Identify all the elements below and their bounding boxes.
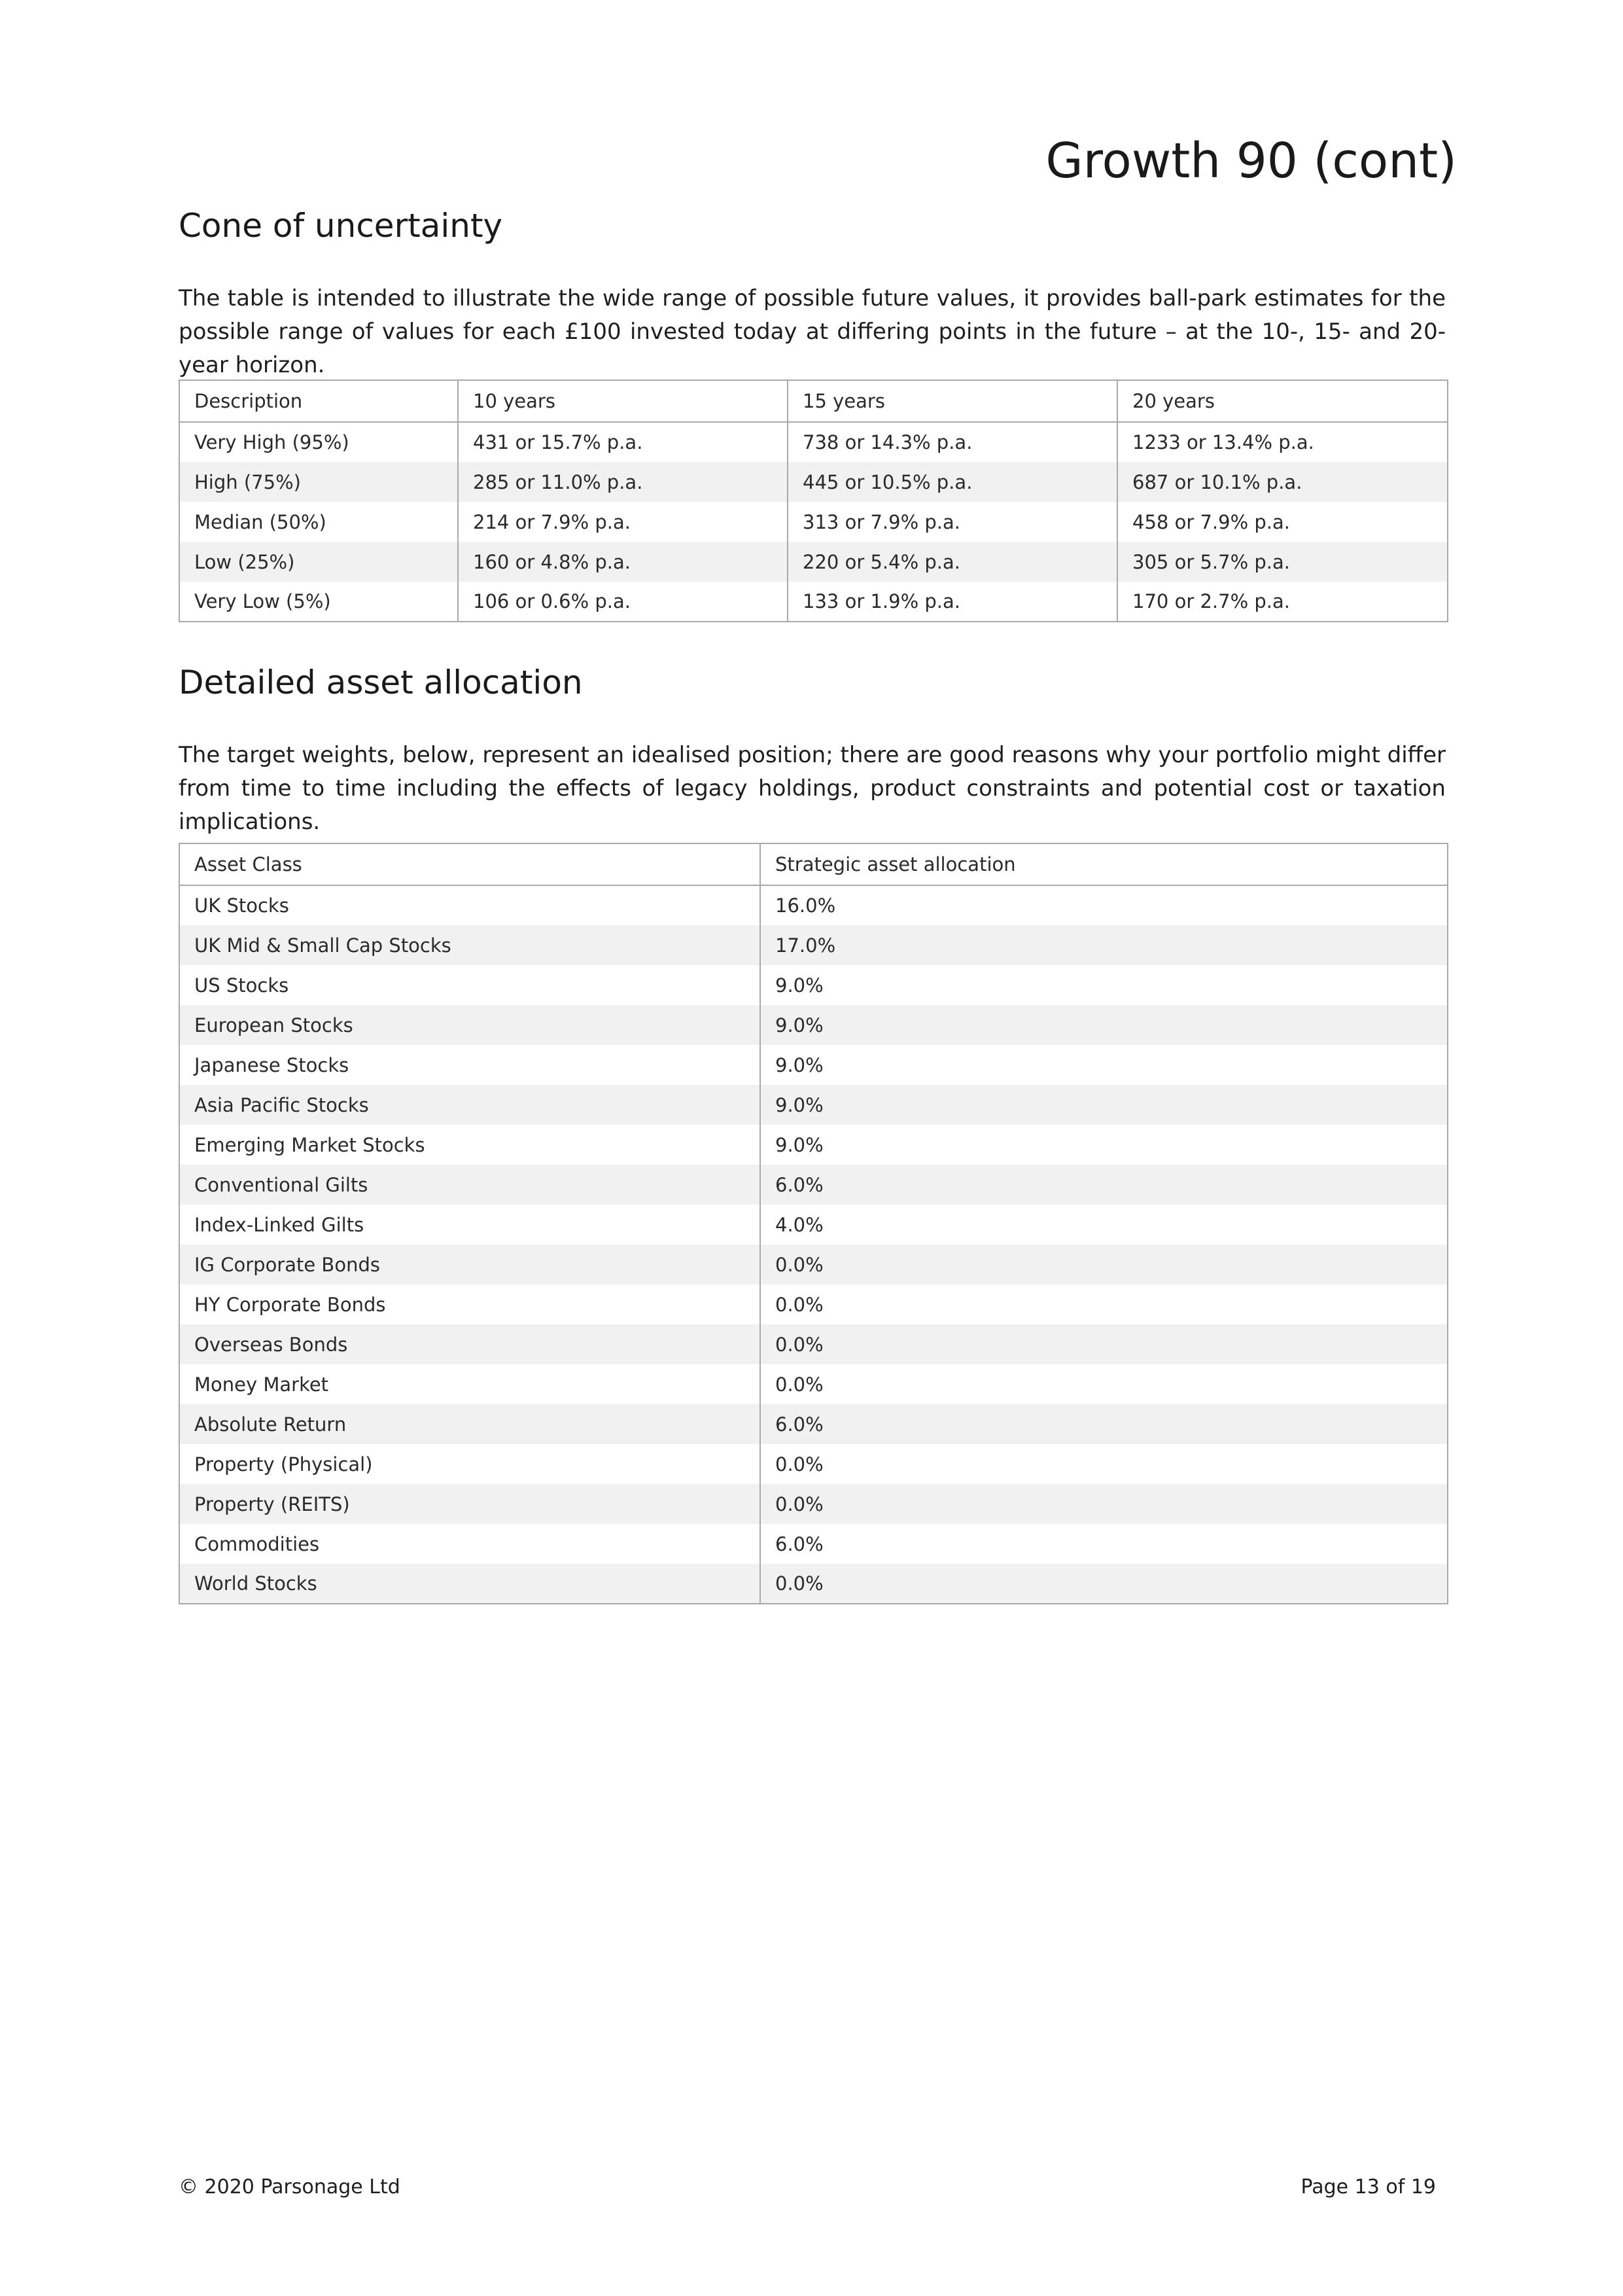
column-header: 15 years [788, 380, 1117, 422]
value-cell: 106 or 0.6% p.a. [458, 582, 788, 622]
row-label-cell: Money Market [179, 1364, 760, 1404]
table-row [179, 1005, 1448, 1045]
table-row [179, 542, 1448, 582]
table-row [179, 965, 1448, 1005]
value-cell: 133 or 1.9% p.a. [788, 582, 1117, 622]
row-label-cell: HY Corporate Bonds [179, 1284, 760, 1324]
value-cell: 431 or 15.7% p.a. [458, 422, 788, 462]
value-cell: 6.0% [760, 1165, 1448, 1205]
cone-heading: Cone of uncertainty [179, 207, 503, 245]
value-cell: 16.0% [760, 885, 1448, 925]
table-row [179, 582, 1448, 622]
column-header: 20 years [1117, 380, 1448, 422]
value-cell: 0.0% [760, 1324, 1448, 1364]
table-row [179, 1284, 1448, 1324]
table-header-row [179, 380, 1448, 422]
value-cell: 305 or 5.7% p.a. [1117, 542, 1448, 582]
table-row [179, 925, 1448, 965]
row-label-cell: Emerging Market Stocks [179, 1125, 760, 1165]
value-cell: 160 or 4.8% p.a. [458, 542, 788, 582]
table-header-row [179, 843, 1448, 885]
row-label-cell: World Stocks [179, 1564, 760, 1604]
table-row [179, 1125, 1448, 1165]
row-label-cell: Absolute Return [179, 1404, 760, 1444]
value-cell: 687 or 10.1% p.a. [1117, 462, 1448, 502]
value-cell: 1233 or 13.4% p.a. [1117, 422, 1448, 462]
table-row [179, 1444, 1448, 1484]
table-row [179, 1324, 1448, 1364]
allocation-heading: Detailed asset allocation [179, 663, 583, 701]
table-row [179, 1205, 1448, 1245]
value-cell: 220 or 5.4% p.a. [788, 542, 1117, 582]
value-cell: 9.0% [760, 1125, 1448, 1165]
value-cell: 6.0% [760, 1524, 1448, 1564]
asset-allocation-table [179, 843, 1448, 1604]
row-label-cell: European Stocks [179, 1005, 760, 1045]
value-cell: 0.0% [760, 1484, 1448, 1524]
row-label-cell: Property (REITS) [179, 1484, 760, 1524]
row-label-cell: Low (25%) [179, 542, 458, 582]
value-cell: 0.0% [760, 1245, 1448, 1284]
value-cell: 17.0% [760, 925, 1448, 965]
table-row [179, 1484, 1448, 1524]
table-row [179, 1045, 1448, 1085]
value-cell: 6.0% [760, 1404, 1448, 1444]
row-label-cell: UK Mid & Small Cap Stocks [179, 925, 760, 965]
value-cell: 0.0% [760, 1564, 1448, 1604]
value-cell: 738 or 14.3% p.a. [788, 422, 1117, 462]
table-row [179, 1564, 1448, 1604]
footer-page-number: Page 13 of 19 [1300, 2176, 1436, 2199]
value-cell: 9.0% [760, 1005, 1448, 1045]
table-row [179, 1245, 1448, 1284]
value-cell: 445 or 10.5% p.a. [788, 462, 1117, 502]
value-cell: 9.0% [760, 1045, 1448, 1085]
row-label-cell: Conventional Gilts [179, 1165, 760, 1205]
value-cell: 458 or 7.9% p.a. [1117, 502, 1448, 542]
value-cell: 313 or 7.9% p.a. [788, 502, 1117, 542]
row-label-cell: Very Low (5%) [179, 582, 458, 622]
value-cell: 170 or 2.7% p.a. [1117, 582, 1448, 622]
column-header: Strategic asset allocation [760, 843, 1448, 885]
table-row [179, 462, 1448, 502]
row-label-cell: Overseas Bonds [179, 1324, 760, 1364]
table-row [179, 1364, 1448, 1404]
column-header: Description [179, 380, 458, 422]
table-row [179, 1085, 1448, 1125]
row-label-cell: High (75%) [179, 462, 458, 502]
value-cell: 0.0% [760, 1364, 1448, 1404]
cone-of-uncertainty-table [179, 380, 1448, 622]
column-header: Asset Class [179, 843, 760, 885]
row-label-cell: IG Corporate Bonds [179, 1245, 760, 1284]
table-row [179, 885, 1448, 925]
row-label-cell: Commodities [179, 1524, 760, 1564]
row-label-cell: US Stocks [179, 965, 760, 1005]
table-row [179, 422, 1448, 462]
value-cell: 0.0% [760, 1444, 1448, 1484]
footer-copyright: © 2020 Parsonage Ltd [179, 2176, 400, 2199]
cone-intro: The table is intended to illustrate the wide range of possible future values, it provides ball-park estimates for the possible range of values for each £100 invested today at differing points in the future – at the 10-, 15- and 20-year horizon. [179, 285, 1446, 378]
value-cell: 214 or 7.9% p.a. [458, 502, 788, 542]
row-label-cell: Property (Physical) [179, 1444, 760, 1484]
row-label-cell: Asia Pacific Stocks [179, 1085, 760, 1125]
row-label-cell: Very High (95%) [179, 422, 458, 462]
value-cell: 0.0% [760, 1284, 1448, 1324]
value-cell: 9.0% [760, 1085, 1448, 1125]
row-label-cell: Index-Linked Gilts [179, 1205, 760, 1245]
table-row [179, 1165, 1448, 1205]
table-row [179, 1524, 1448, 1564]
table-row [179, 502, 1448, 542]
column-header: 10 years [458, 380, 788, 422]
row-label-cell: UK Stocks [179, 885, 760, 925]
value-cell: 9.0% [760, 965, 1448, 1005]
row-label-cell: Median (50%) [179, 502, 458, 542]
table-row [179, 1404, 1448, 1444]
row-label-cell: Japanese Stocks [179, 1045, 760, 1085]
value-cell: 285 or 11.0% p.a. [458, 462, 788, 502]
allocation-intro: The target weights, below, represent an idealised position; there are good reasons why your portfolio might differ from time to time including the effects of legacy holdings, product constraints and potential cost or taxation implications. [179, 742, 1446, 835]
page-title: Growth 90 (cont) [1045, 133, 1457, 189]
value-cell: 4.0% [760, 1205, 1448, 1245]
